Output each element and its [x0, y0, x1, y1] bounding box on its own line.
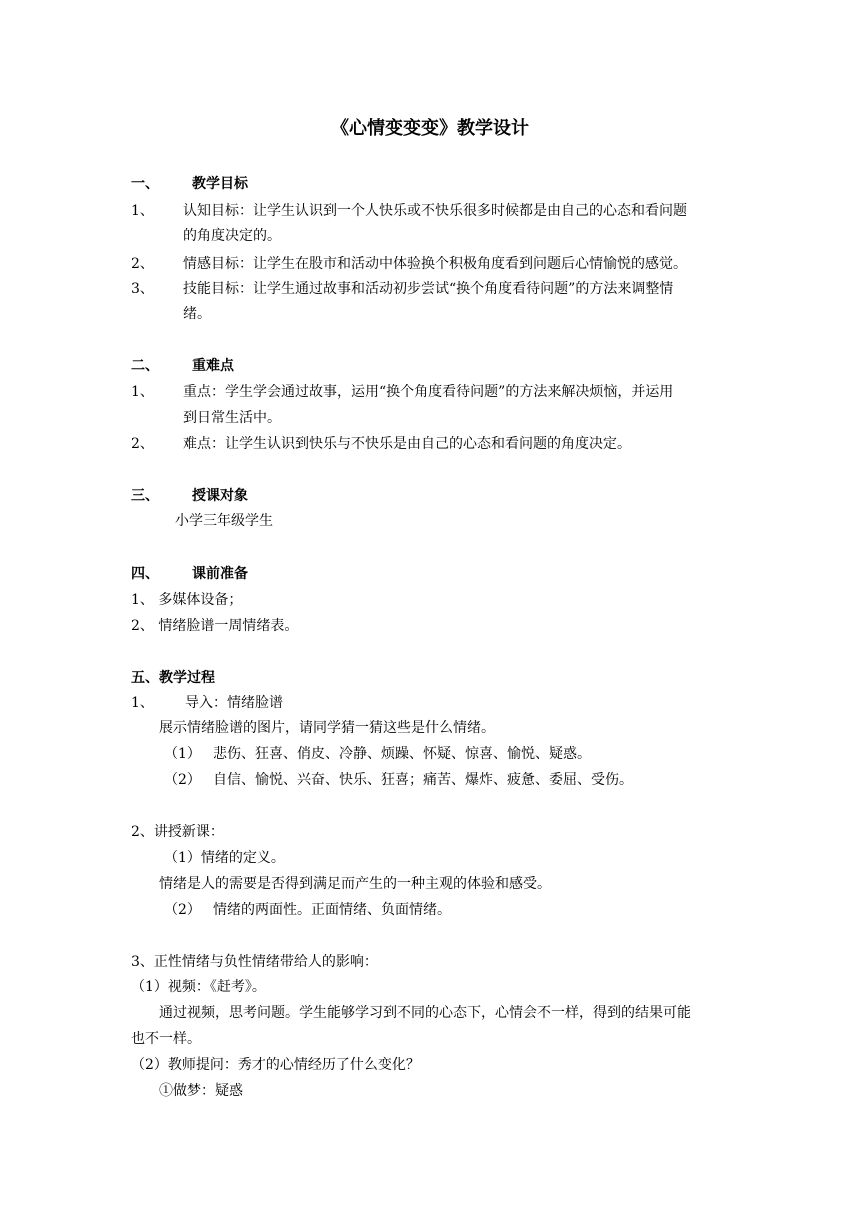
list-item-number: 2、	[131, 436, 154, 452]
list-item-text: 情感目标：让学生在股市和活动中体验换个积极角度看到问题后心情愉悦的感觉。	[183, 256, 687, 272]
sub-list-text: 自信、愉悦、兴奋、快乐、狂喜；痛苦、爆炸、疲惫、委屈、受伤。	[213, 772, 633, 788]
section-number: 四、	[131, 566, 159, 582]
paragraph-cont: 也不一样。	[131, 1031, 201, 1047]
section-heading: 五、教学过程	[131, 670, 215, 686]
section-number: 三、	[131, 488, 159, 504]
section-heading: 课前准备	[192, 566, 248, 582]
sub-list-text: 情绪的两面性。正面情绪、负面情绪。	[213, 902, 451, 918]
section-number: 二、	[131, 358, 159, 374]
numbered-item: ①做梦：疑惑	[159, 1083, 243, 1099]
paragraph: 通过视频，思考问题。学生能够学习到不同的心态下，心情会不一样，得到的结果可能	[159, 1005, 691, 1021]
paragraph: 情绪是人的需要是否得到满足而产生的一种主观的体验和感受。	[159, 876, 551, 892]
list-item: 1、 多媒体设备；	[131, 592, 243, 608]
paragraph: 展示情绪脸谱的图片，请同学猜一猜这些是什么情绪。	[159, 720, 495, 736]
list-item-text: 导入：情绪脸谱	[185, 695, 283, 711]
list-item-number: 1、	[131, 695, 154, 711]
list-item-number: 2、	[131, 256, 154, 272]
document-title: 《心情变变变》教学设计	[331, 118, 529, 139]
list-item-number: 3、	[131, 281, 154, 297]
list-item-text-cont: 到日常生活中。	[183, 410, 281, 426]
section-heading: 重难点	[192, 358, 234, 374]
audience-text: 小学三年级学生	[175, 513, 273, 529]
sub-list-text: 悲伤、狂喜、俏皮、冷静、烦躁、怀疑、惊喜、愉悦、疑惑。	[213, 746, 591, 762]
sub-list-item: （1）视频：《赶考》。	[131, 979, 266, 995]
list-item-text: 认知目标：让学生认识到一个人快乐或不快乐很多时候都是由自己的心态和看问题	[183, 203, 687, 219]
list-item-text: 技能目标：让学生通过故事和活动初步尝试“换个角度看待问题”的方法来调整情	[183, 281, 674, 297]
list-item-number: 1、	[131, 384, 154, 400]
subsection-heading: 2、讲授新课：	[131, 824, 224, 840]
list-item-text-cont: 绪。	[183, 306, 211, 322]
list-item-text: 难点：让学生认识到快乐与不快乐是由自己的心态和看问题的角度决定。	[183, 436, 631, 452]
sub-list-number: （2）	[164, 772, 201, 788]
list-item-text-cont: 的角度决定的。	[183, 228, 281, 244]
list-item-number: 1、	[131, 203, 154, 219]
sub-list-item: （2）教师提问：秀才的心情经历了什么变化？	[131, 1057, 420, 1073]
sub-list-number: （1）	[164, 746, 201, 762]
sub-list-item: （1）情绪的定义。	[164, 850, 285, 866]
section-number: 一、	[131, 176, 159, 192]
section-heading: 教学目标	[192, 176, 248, 192]
list-item: 2、 情绪脸谱一周情绪表。	[131, 618, 299, 634]
sub-list-number: （2）	[164, 902, 201, 918]
section-heading: 授课对象	[192, 488, 248, 504]
list-item-text: 重点：学生学会通过故事，运用“换个角度看待问题”的方法来解决烦恼，并运用	[183, 384, 674, 400]
subsection-heading: 3、正性情绪与负性情绪带给人的影响：	[131, 954, 378, 970]
